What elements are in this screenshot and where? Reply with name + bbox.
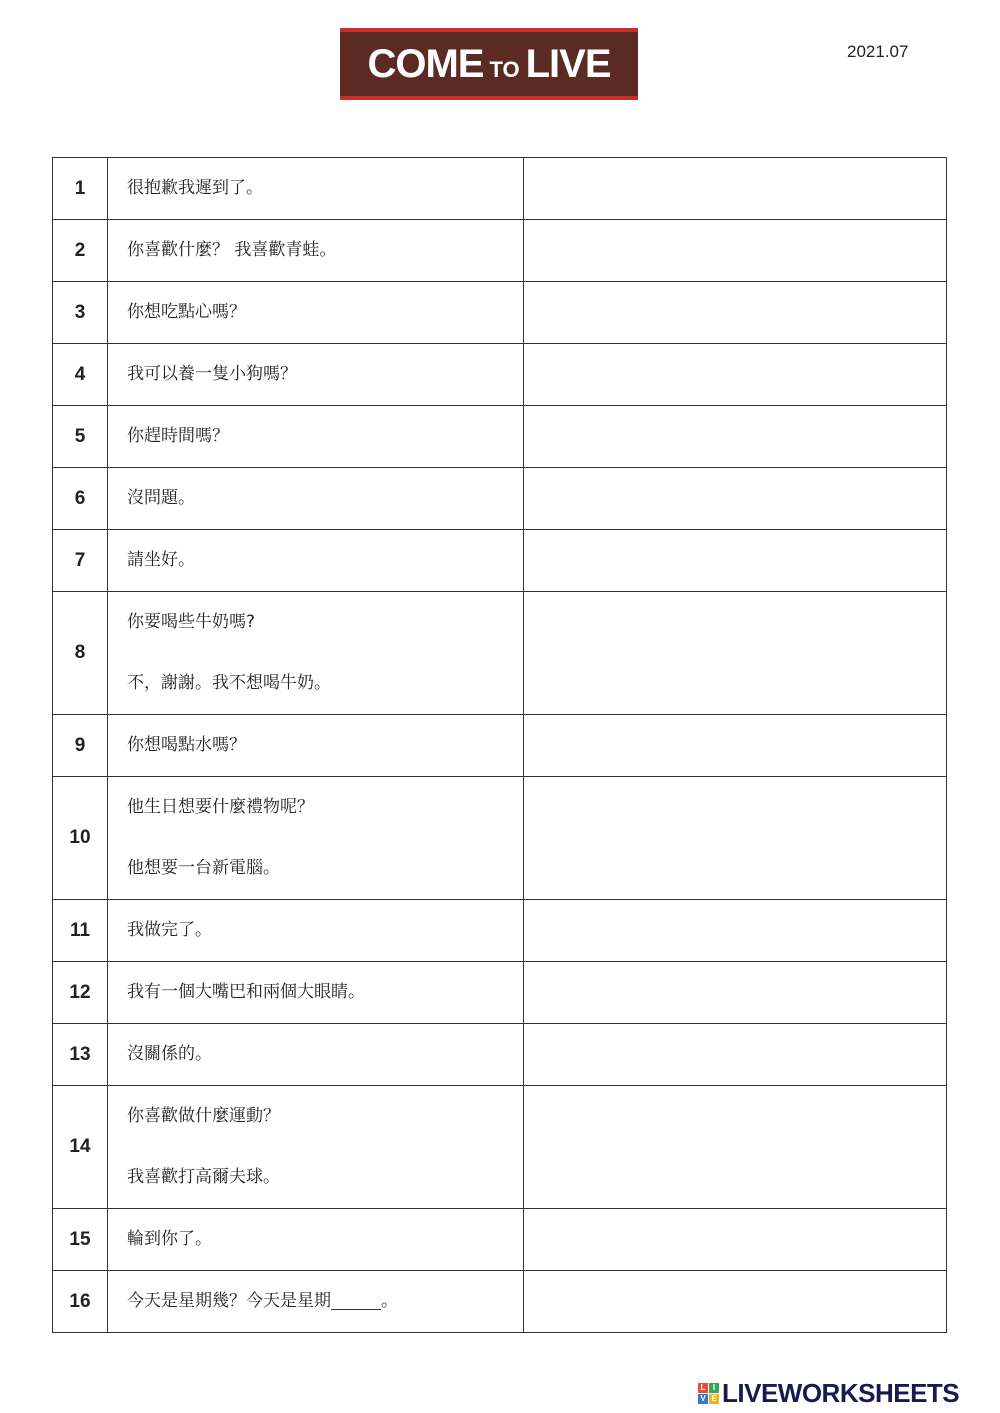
row-number: 6 [53,468,108,530]
question-cell [108,1271,524,1333]
question-text: 請坐好。 [127,550,195,570]
question-line [127,220,523,281]
question-text: 我可以養一隻小狗嗎？ [127,364,297,384]
worksheet-date: 2021.07 [847,42,909,61]
question-text: 你要喝些牛奶嗎? [127,612,256,632]
question-text: 你喜歡做什麼運動？ [127,1106,280,1126]
liveworksheets-badge-icon [698,1383,719,1404]
question-line [127,592,523,653]
liveworksheets-wordmark: LIVEWORKSHEETS [722,1378,960,1408]
table-row [53,1086,947,1209]
question-text: 輪到你了。 [127,1229,212,1249]
answer-field[interactable] [524,220,947,282]
row-number: 16 [53,1271,108,1333]
question-cell [108,158,524,220]
answer-field[interactable] [524,468,947,530]
answer-field[interactable] [524,1086,947,1209]
question-text: 不，謝謝。我不想喝牛奶。 [127,673,331,693]
question-line [127,530,523,591]
question-text: 我喜歡打高爾夫球。 [127,1167,280,1187]
table-row [53,468,947,530]
question-cell [108,715,524,777]
badge-letter: L [698,1383,708,1393]
question-text: 你喜歡什麼？ 我喜歡青蛙。 [127,240,337,260]
answer-field[interactable] [524,1209,947,1271]
table-row [53,777,947,900]
row-number: 7 [53,530,108,592]
question-cell [108,344,524,406]
question-line [127,282,523,343]
logo-word-come: COME [367,41,484,86]
translation-table [52,157,947,1333]
question-cell [108,900,524,962]
badge-letter: I [709,1383,719,1393]
question-line [127,1024,523,1085]
question-line [127,1209,523,1270]
question-text: 今天是星期幾？今天是星期 [127,1291,331,1311]
table-row [53,344,947,406]
table-row [53,282,947,344]
question-line [127,406,523,467]
question-line [127,1147,523,1208]
question-line [127,468,523,529]
table-row [53,900,947,962]
answer-field[interactable] [524,530,947,592]
question-cell [108,1086,524,1209]
row-number: 5 [53,406,108,468]
question-line [127,715,523,776]
row-number: 1 [53,158,108,220]
table-row [53,715,947,777]
row-number: 9 [53,715,108,777]
question-text: 沒關係的。 [127,1044,212,1064]
question-suffix: 。 [381,1291,398,1311]
question-line [127,653,523,714]
answer-field[interactable] [524,777,947,900]
badge-letter: E [709,1394,719,1404]
liveworksheets-brand [698,1378,959,1409]
question-text: 很抱歉我遲到了。 [127,178,263,198]
question-cell [108,1209,524,1271]
table-row [53,1024,947,1086]
row-number: 11 [53,900,108,962]
question-line [127,158,523,219]
question-text: 我有一個大嘴巴和兩個大眼睛。 [127,982,365,1002]
row-number: 12 [53,962,108,1024]
logo-word-to: TO [489,56,520,82]
question-cell [108,468,524,530]
question-text: 他想要一台新電腦。 [127,858,280,878]
question-cell [108,220,524,282]
question-line [127,900,523,961]
badge-letter: V [698,1394,708,1404]
answer-field[interactable] [524,715,947,777]
question-line [127,777,523,838]
row-number: 3 [53,282,108,344]
answer-field[interactable] [524,158,947,220]
question-text: 你趕時間嗎？ [127,426,229,446]
answer-field[interactable] [524,1024,947,1086]
table-row [53,962,947,1024]
row-number: 13 [53,1024,108,1086]
row-number: 14 [53,1086,108,1209]
row-number: 10 [53,777,108,900]
question-text: 你想吃點心嗎？ [127,302,246,322]
answer-field[interactable] [524,900,947,962]
row-number: 15 [53,1209,108,1271]
table-row [53,592,947,715]
answer-field[interactable] [524,1271,947,1333]
question-line [127,1271,523,1332]
question-cell [108,592,524,715]
question-cell [108,282,524,344]
table-row [53,1209,947,1271]
row-number: 2 [53,220,108,282]
question-cell [108,530,524,592]
row-number: 4 [53,344,108,406]
table-row [53,158,947,220]
question-line [127,1086,523,1147]
question-cell [108,1024,524,1086]
answer-field[interactable] [524,962,947,1024]
answer-field[interactable] [524,592,947,715]
come-to-live-logo [340,28,638,100]
question-line [127,344,523,405]
table-row [53,1271,947,1333]
question-text: 你想喝點水嗎？ [127,735,246,755]
row-number: 8 [53,592,108,715]
question-text: 他生日想要什麼禮物呢？ [127,797,314,817]
answer-field[interactable] [524,344,947,406]
question-line [127,838,523,899]
question-line [127,962,523,1023]
answer-field[interactable] [524,282,947,344]
question-cell [108,777,524,900]
question-cell [108,406,524,468]
question-text: 我做完了。 [127,920,212,940]
table-body [53,158,947,1333]
question-text: 沒問題。 [127,488,195,508]
table-row [53,406,947,468]
fill-in-blank [331,1293,381,1310]
table-row [53,530,947,592]
table-row [53,220,947,282]
answer-field[interactable] [524,406,947,468]
logo-word-live: LIVE [525,41,611,86]
question-cell [108,962,524,1024]
